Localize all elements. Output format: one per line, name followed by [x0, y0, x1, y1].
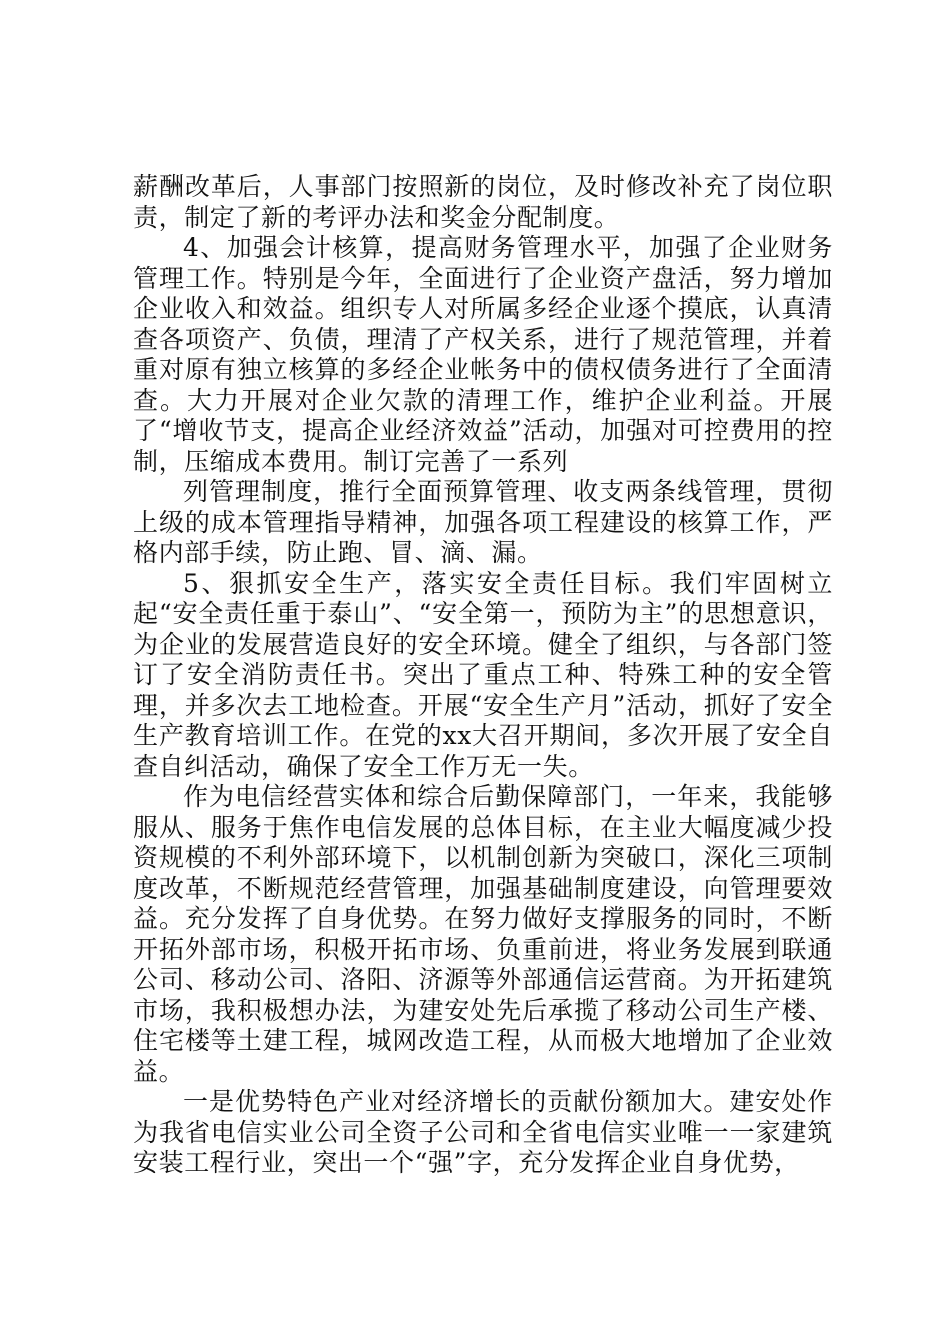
paragraph-salary-reform: 薪酬改革后，人事部门按照新的岗位，及时修改补充了岗位职责，制定了新的考评办法和奖金分配制度。 [133, 172, 833, 232]
paragraph-management-system: 列管理制度，推行全面预算管理、收支两条线管理，贯彻上级的成本管理指导精神，加强各项工程建设的核算工作，严格内部手续，防止跑、冒、滴、漏。 [133, 477, 833, 567]
paragraph-industry-contribution: 一是优势特色产业对经济增长的贡献份额加大。建安处作为我省电信实业公司全资子公司和全省电信实业唯一一家建筑安装工程行业，突出一个“强”字，充分发挥企业自身优势， [133, 1087, 833, 1177]
paragraph-safety-production: 5、狠抓安全生产，落实安全责任目标。我们牢固树立起“安全责任重于泰山”、“安全第一，预防为主”的思想意识，为企业的发展营造良好的安全环境。健全了组织，与各部门签订了安全消防责任书。突出了重点工种、特殊工种的安全管理，并多次去工地检查。开展“安全生产月”活动，抓好了安全生产教育培训工作。在党的xx大召开期间，多次开展了安全自查自纠活动，确保了安全工作万无一失。 [133, 568, 833, 781]
document-body [133, 172, 833, 1179]
paragraph-accounting: 4、加强会计核算，提高财务管理水平，加强了企业财务管理工作。特别是今年，全面进行了企业资产盘活，努力增加企业收入和效益。组织专人对所属多经企业逐个摸底，认真清查各项资产、负债，理清了产权关系，进行了规范管理，并着重对原有独立核算的多经企业帐务中的债权债务进行了全面清查。大力开展对企业欠款的清理工作，维护企业利益。开展了“增收节支，提高企业经济效益”活动，加强对可控费用的控制，压缩成本费用。制订完善了一系列 [133, 233, 833, 476]
paragraph-telecom-service: 作为电信经营实体和综合后勤保障部门，一年来，我能够服从、服务于焦作电信发展的总体目标，在主业大幅度减少投资规模的不利外部环境下，以机制创新为突破口，深化三项制度改革，不断规范经营管理，加强基础制度建设，向管理要效益。充分发挥了自身优势。在努力做好支撑服务的同时，不断开拓外部市场，积极开拓市场、负重前进，将业务发展到联通公司、移动公司、洛阳、济源等外部通信运营商。为开拓建筑市场，我积极想办法，为建安处先后承揽了移动公司生产楼、住宅楼等土建工程，城网改造工程，从而极大地增加了企业效益。 [133, 782, 833, 1086]
